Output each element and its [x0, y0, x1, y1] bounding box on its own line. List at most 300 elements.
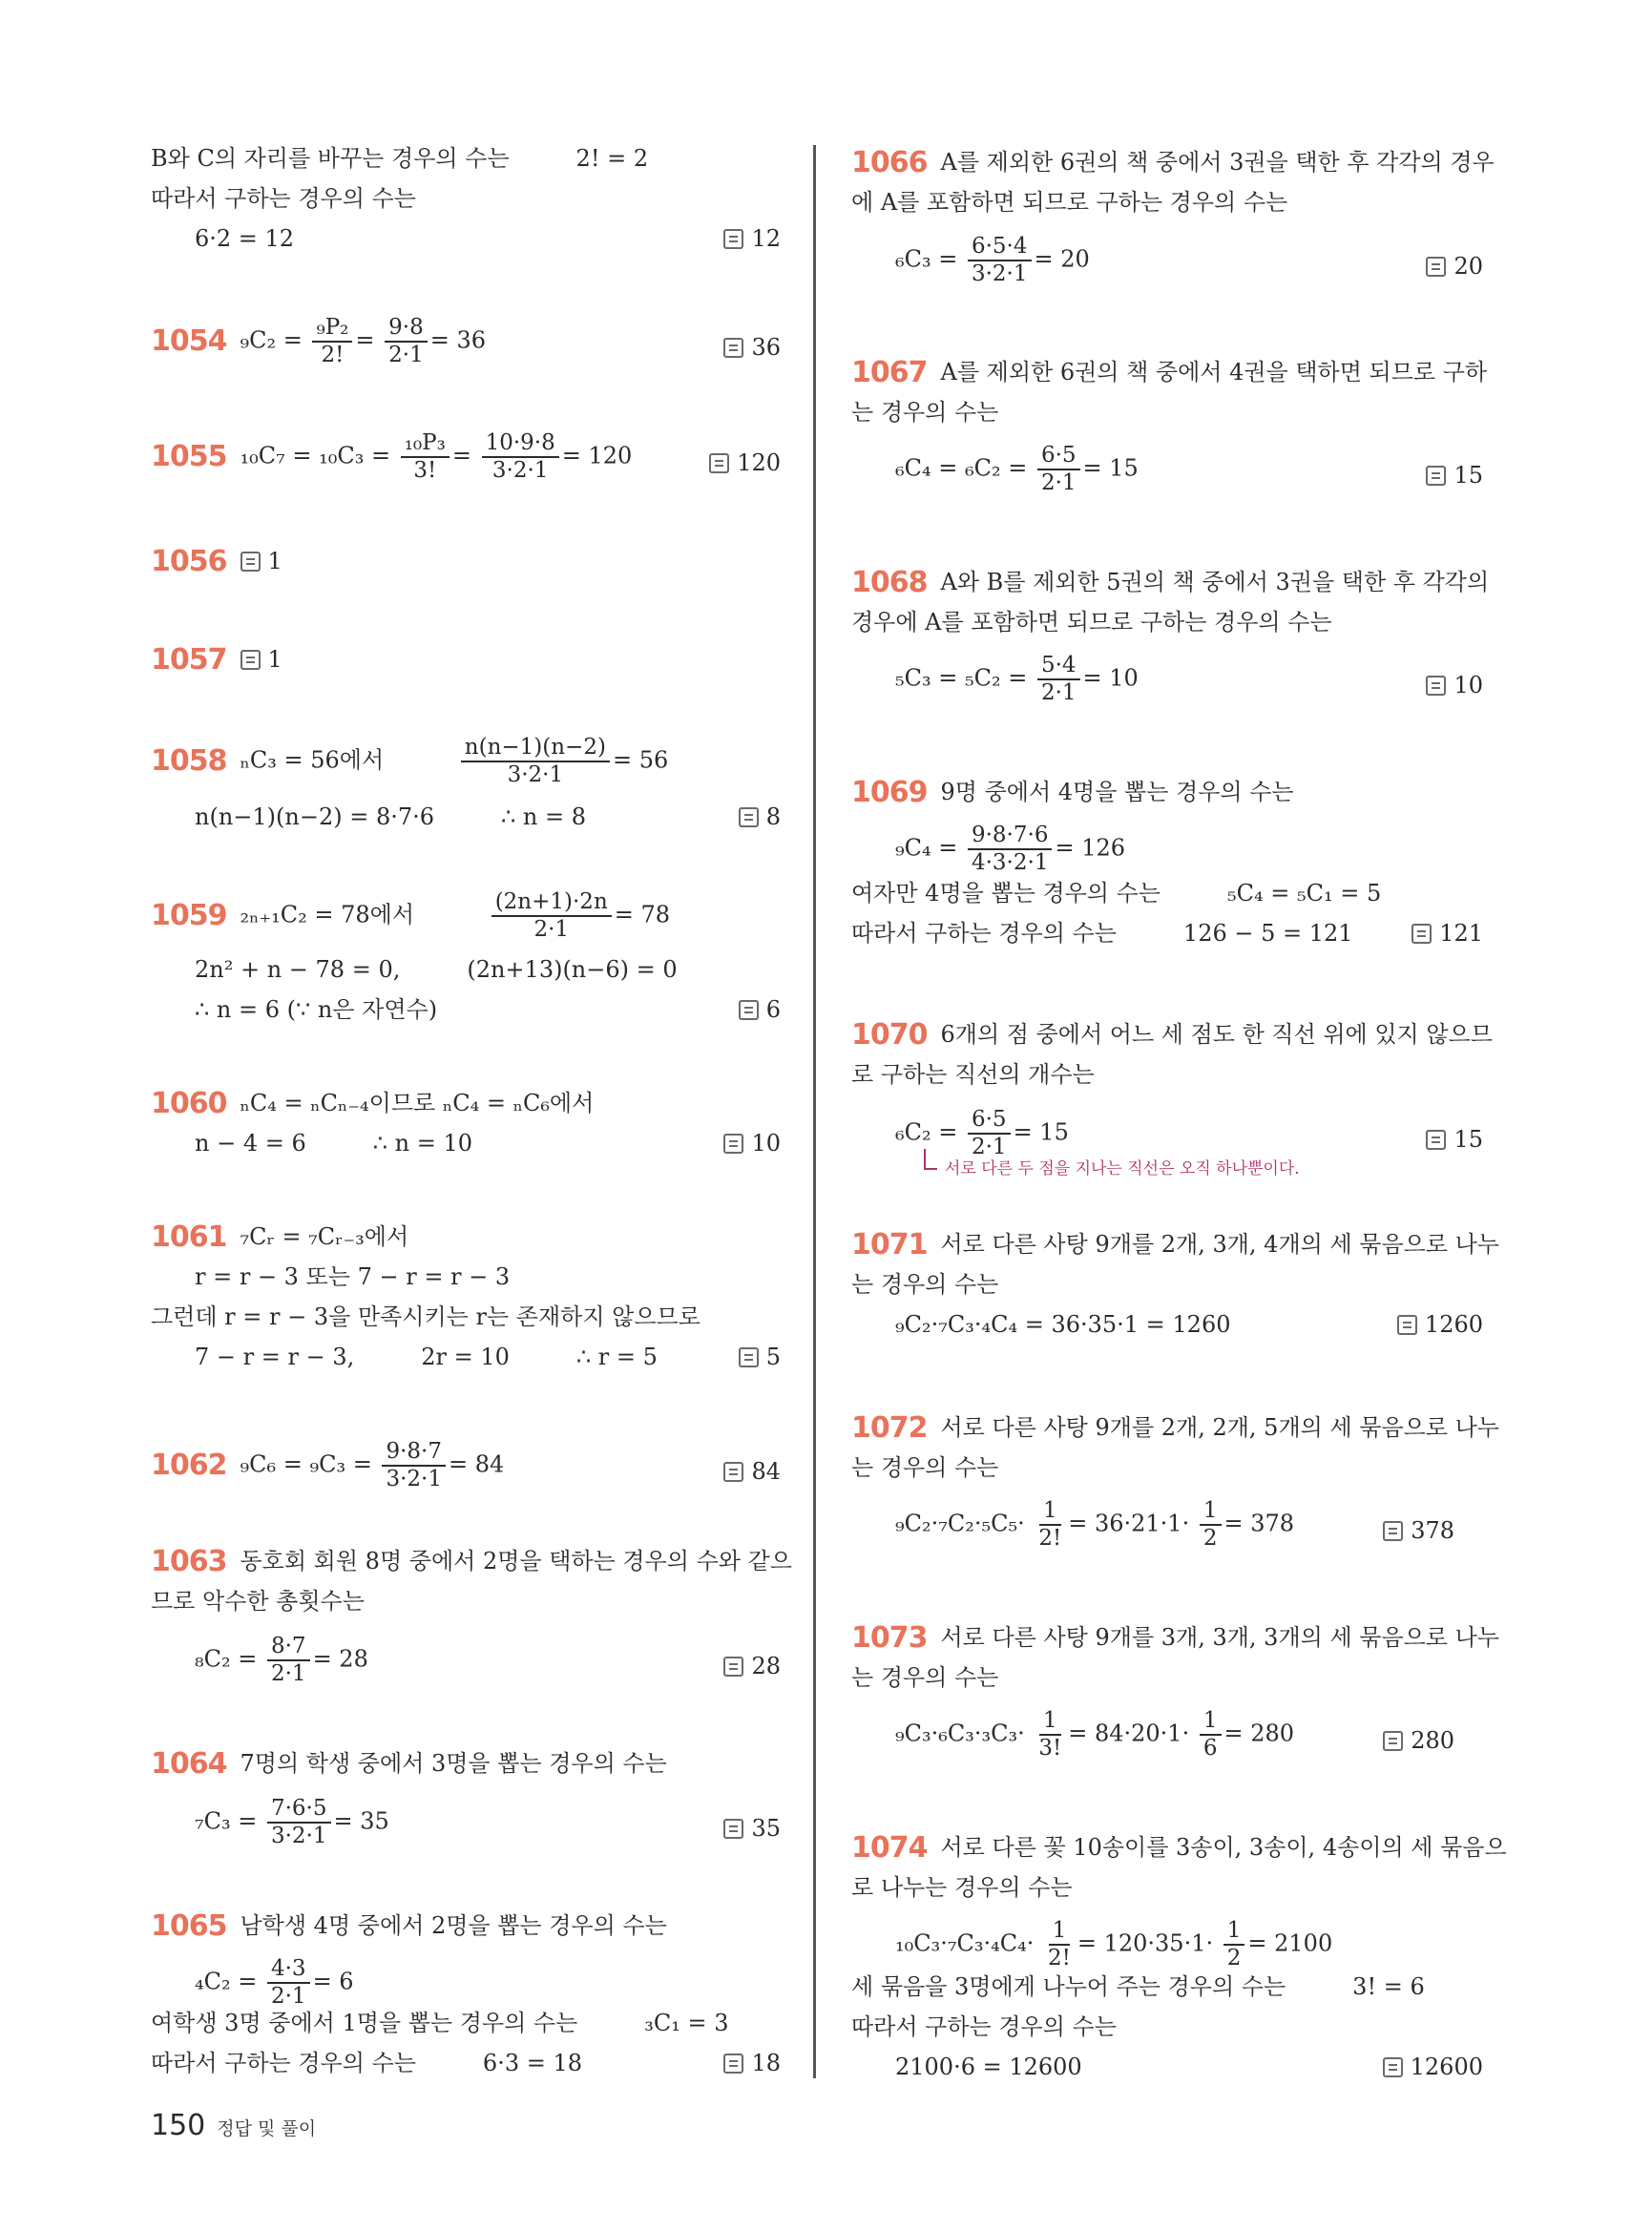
text: 6개의 점 중에서 어느 세 점도 한 직선 위에 있지 않으므 [940, 1021, 1493, 1048]
fraction [1200, 1498, 1222, 1552]
answer-icon [1397, 1315, 1417, 1335]
annotation-note: 서로 다른 두 점을 지나는 직선은 오직 하나뿐이다. [945, 1159, 1300, 1178]
answer [723, 1454, 781, 1489]
problem-1064 [151, 1746, 781, 1782]
math: = 56 [612, 746, 669, 774]
answer [1412, 916, 1483, 950]
math: (2n+13)(n−6) = 0 [467, 956, 678, 983]
answer-icon [1383, 1521, 1403, 1541]
problem-number: 1071 [851, 1228, 928, 1261]
answer [1383, 1513, 1454, 1548]
math: = [355, 326, 375, 354]
text: 로 나누는 경우의 수는 [851, 1874, 1073, 1901]
answer [1426, 458, 1483, 492]
math: n − 4 = 6 [195, 1130, 306, 1157]
problem-number: 1063 [151, 1545, 227, 1578]
answer [1397, 1307, 1483, 1342]
text: 므로 악수한 총횟수는 [151, 1588, 365, 1615]
numerator: 1 [1049, 1918, 1071, 1946]
solution-line [151, 141, 781, 176]
answer [723, 221, 781, 256]
answer-value: 1 [267, 548, 282, 574]
math: ₁₀C₃·₇C₃·₄C₄· [895, 1929, 1035, 1957]
text: 따라서 구하는 경우의 수는 [151, 2050, 416, 2076]
math: = 78 [614, 901, 671, 928]
problem-1071 [851, 1227, 1499, 1262]
fraction [267, 1634, 310, 1687]
fraction [312, 315, 352, 368]
fraction [1037, 443, 1080, 496]
answer [739, 800, 781, 834]
problem-1070 [851, 1017, 1493, 1053]
math: ₉C₄ = [895, 834, 958, 862]
text: 서로 다른 사탕 9개를 3개, 3개, 3개의 세 묶음으로 나누 [940, 1624, 1499, 1651]
answer [709, 446, 781, 480]
text: 서로 다른 사탕 9개를 2개, 3개, 4개의 세 묶음으로 나누 [940, 1231, 1499, 1258]
solution-line [851, 443, 1483, 496]
answer-icon [240, 552, 261, 572]
solution-line [851, 605, 1483, 639]
numerator: 1 [1200, 1498, 1222, 1526]
answer [739, 992, 781, 1027]
problem-1054 [151, 315, 781, 368]
problem-number: 1058 [151, 743, 227, 778]
solution-line [851, 1708, 1483, 1762]
math: ₄C₂ = [195, 1968, 258, 1995]
solution-line [851, 876, 1483, 910]
denominator: 3! [413, 458, 437, 483]
math: 3! = 6 [1352, 1973, 1425, 2000]
text: 그런데 r = r − 3을 만족시키는 r는 존재하지 않으므로 [151, 1303, 701, 1330]
problem-1068 [851, 565, 1490, 600]
answer-icon [1383, 2057, 1403, 2077]
problem-1074 [851, 1830, 1507, 1866]
answer [1383, 1723, 1454, 1758]
denominator: 3·2·1 [971, 261, 1028, 286]
math: 6·3 = 18 [482, 2050, 582, 2076]
solution-line [151, 1634, 781, 1687]
math: ₁₀C₇ = ₁₀C₃ = [240, 442, 391, 469]
solution-line [151, 1956, 781, 2010]
text: 경우에 A를 포함하면 되므로 구하는 경우의 수는 [851, 609, 1332, 636]
answer-icon [723, 1657, 743, 1677]
numerator: 9·8 [385, 315, 428, 343]
solution-line [151, 221, 781, 256]
solution-line [851, 1870, 1483, 1905]
math: = 28 [312, 1645, 368, 1673]
answer-value: 18 [751, 2050, 781, 2076]
page-footer [151, 2109, 316, 2142]
denominator: 2·1 [971, 1135, 1007, 1159]
denominator: 2! [321, 343, 345, 367]
problem-number: 1055 [151, 439, 227, 473]
denominator: 3·2·1 [507, 762, 564, 787]
text: 따라서 구하는 경우의 수는 [151, 185, 416, 212]
solution-line [151, 1340, 781, 1374]
numerator: 1 [1039, 1708, 1061, 1736]
problem-number: 1066 [851, 146, 928, 179]
math: ₉C₃·₆C₃·₃C₃· [895, 1720, 1025, 1747]
denominator: 6 [1202, 1736, 1218, 1761]
text: B와 C의 자리를 바꾸는 경우의 수는 [151, 145, 510, 172]
answer-icon [723, 338, 743, 358]
column-divider [813, 145, 816, 2078]
fraction [1044, 1918, 1075, 1971]
fraction [461, 735, 610, 788]
problem-number: 1062 [151, 1448, 227, 1482]
answer-icon [723, 2054, 743, 2074]
text: 에 A를 포함하면 되므로 구하는 경우의 수는 [851, 189, 1288, 216]
math: ₆C₄ = ₆C₂ = [895, 454, 1028, 482]
text: 는 경우의 수는 [851, 1454, 999, 1481]
problem-number: 1064 [151, 1747, 227, 1781]
fraction [401, 430, 450, 484]
math: = 10 [1082, 664, 1139, 692]
solution-line [851, 1107, 1483, 1160]
text: A를 제외한 6권의 책 중에서 3권을 택한 후 각각의 경우 [940, 149, 1495, 176]
solution-line [851, 2010, 1483, 2044]
math: ∴ n = 8 [501, 803, 587, 830]
solution-line [151, 1126, 781, 1160]
page-label: 정답 및 풀이 [217, 2118, 317, 2139]
math: = 84 [449, 1450, 505, 1478]
numerator: 6·5 [968, 1107, 1011, 1135]
math: ₉C₂·₇C₂·₅C₅· [895, 1510, 1025, 1537]
math: ₆C₃ = [895, 245, 958, 273]
solution-line [851, 1307, 1483, 1342]
answer-value: 20 [1453, 253, 1483, 280]
problem-number: 1073 [851, 1621, 928, 1655]
math: 6·2 = 12 [195, 225, 295, 252]
answer-icon [1426, 676, 1446, 696]
problem-number: 1056 [151, 545, 227, 578]
answer-icon [723, 1134, 743, 1154]
denominator: 2! [1047, 1946, 1071, 1970]
solution-line [851, 653, 1483, 706]
text: 따라서 구하는 경우의 수는 [851, 2013, 1117, 2040]
fraction [1037, 653, 1080, 706]
answer [723, 1649, 781, 1683]
problem-1062 [151, 1439, 781, 1492]
math: ₅C₃ = ₅C₂ = [895, 664, 1028, 692]
answer [1426, 249, 1483, 283]
denominator: 4·3·2·1 [971, 850, 1049, 875]
problem-1067 [851, 355, 1488, 390]
answer [723, 330, 781, 365]
problem-number: 1068 [851, 566, 928, 599]
numerator: (2n+1)·2n [491, 889, 612, 917]
text: 따라서 구하는 경우의 수는 [851, 920, 1117, 947]
answer-value: 35 [751, 1815, 781, 1842]
fraction [968, 234, 1032, 287]
math: = 15 [1082, 454, 1139, 482]
solution-line [851, 395, 1483, 429]
math: = 378 [1223, 1510, 1295, 1537]
math: = 84·20·1· [1068, 1720, 1190, 1747]
denominator: 2·1 [270, 1984, 306, 2009]
denominator: 2·1 [533, 917, 570, 942]
text: 는 경우의 수는 [851, 1271, 999, 1298]
math: = 36·21·1· [1068, 1510, 1190, 1537]
numerator: ₉P₂ [312, 315, 352, 343]
numerator: 9·8·7·6 [968, 823, 1052, 850]
answer-value: 1260 [1424, 1311, 1483, 1338]
text: 7명의 학생 중에서 3명을 뽑는 경우의 수는 [240, 1750, 667, 1777]
solution-line [151, 1300, 781, 1334]
problem-1065 [151, 1908, 781, 1944]
problem-1057 [151, 642, 781, 678]
solution-line [151, 2006, 781, 2040]
text: 서로 다른 꽃 10송이를 3송이, 3송이, 4송이의 세 묶음으 [940, 1834, 1507, 1861]
numerator: 9·8·7 [382, 1439, 446, 1467]
answer-value: 28 [751, 1653, 781, 1679]
text: 남학생 4명 중에서 2명을 뽑는 경우의 수는 [240, 1912, 667, 1939]
problem-1056 [151, 544, 781, 579]
numerator: n(n−1)(n−2) [461, 735, 610, 762]
text: 는 경우의 수는 [851, 399, 999, 426]
math: 7 − r = r − 3, [195, 1344, 355, 1370]
right-column [851, 0, 1507, 2231]
answer-value: 1 [267, 646, 282, 673]
answer-icon [1426, 466, 1446, 486]
answer-icon [1412, 924, 1432, 944]
answer [723, 1126, 781, 1160]
answer-value: 378 [1411, 1517, 1454, 1544]
denominator: 3·2·1 [386, 1467, 442, 1491]
math: ∴ n = 10 [372, 1130, 472, 1157]
answer-value: 280 [1411, 1727, 1454, 1754]
denominator: 3·2·1 [491, 458, 549, 483]
math: ∴ n = 6 (∵ n은 자연수) [195, 996, 438, 1023]
solution-line [851, 1450, 1483, 1485]
solution-line [851, 1660, 1483, 1695]
solution-line [151, 800, 781, 834]
problem-1055 [151, 430, 781, 484]
math: = [451, 442, 471, 469]
numerator: 6·5·4 [968, 234, 1032, 261]
numerator: 8·7 [267, 1634, 310, 1661]
math: = 2100 [1247, 1929, 1333, 1957]
math: n(n−1)(n−2) = 8·7·6 [195, 803, 435, 830]
text: 는 경우의 수는 [851, 1664, 999, 1691]
problem-number: 1054 [151, 323, 227, 358]
math: = 15 [1013, 1118, 1069, 1146]
answer-value: 121 [1439, 920, 1483, 947]
answer [1426, 668, 1483, 702]
solution-line [151, 181, 781, 216]
math: = 20 [1034, 245, 1090, 273]
answer-icon [1426, 1130, 1446, 1150]
text: A와 B를 제외한 5권의 책 중에서 3권을 택한 후 각각의 [940, 569, 1490, 595]
numerator: 1 [1039, 1498, 1061, 1526]
text: A를 제외한 6권의 책 중에서 4권을 택하면 되므로 구하 [940, 359, 1488, 386]
solution-line [151, 1584, 781, 1618]
problem-number: 1059 [151, 898, 227, 932]
solution-line [851, 1918, 1483, 1971]
answer-icon [739, 807, 759, 827]
denominator: 2! [1038, 1526, 1062, 1551]
math: 126 − 5 = 121 [1182, 920, 1353, 947]
text: 세 묶음을 3명에게 나누어 주는 경우의 수는 [851, 1973, 1286, 2000]
text: 여자만 4명을 뽑는 경우의 수는 [851, 880, 1161, 907]
numerator: 1 [1223, 1918, 1245, 1946]
fraction [968, 1107, 1011, 1160]
answer-value: 120 [737, 449, 781, 476]
fraction [385, 315, 428, 368]
problem-1063 [151, 1544, 792, 1579]
math: ₉C₆ = ₉C₃ = [240, 1450, 372, 1478]
answer-value: 12 [751, 225, 781, 252]
problem-1060 [151, 1086, 781, 1121]
solution-line [851, 1970, 1483, 2004]
text: 여학생 3명 중에서 1명을 뽑는 경우의 수는 [151, 2010, 578, 2036]
math: ₂ₙ₊₁C₂ = 78에서 [240, 901, 415, 928]
text: 서로 다른 사탕 9개를 2개, 2개, 5개의 세 묶음으로 나누 [940, 1414, 1499, 1441]
text: 9명 중에서 4명을 뽑는 경우의 수는 [940, 779, 1294, 805]
problem-1061 [151, 1220, 781, 1255]
math: = 6 [312, 1968, 354, 1995]
problem-1058 [151, 735, 781, 788]
answer [1383, 2050, 1483, 2084]
problem-number: 1069 [851, 776, 928, 809]
problem-1059 [151, 889, 781, 943]
solution-line [151, 1260, 781, 1294]
math: 2100·6 = 12600 [895, 2054, 1082, 2080]
problem-1069 [851, 775, 1483, 810]
page-number: 150 [151, 2109, 206, 2142]
fraction [968, 823, 1052, 876]
fraction [1035, 1708, 1065, 1762]
math: 2! = 2 [575, 145, 649, 172]
numerator: 6·5 [1037, 443, 1080, 470]
math: ₆C₂ = [895, 1118, 958, 1146]
answer-value: 10 [1453, 672, 1483, 698]
numerator: 4·3 [267, 1956, 310, 1984]
answer-value: 84 [751, 1458, 781, 1485]
answer-value: 12600 [1410, 2054, 1483, 2080]
math: 2n² + n − 78 = 0, [195, 956, 401, 983]
solution-line [151, 952, 781, 987]
denominator: 3·2·1 [270, 1824, 327, 1848]
math: ₅C₄ = ₅C₁ = 5 [1227, 880, 1382, 907]
numerator: 10·9·8 [482, 430, 559, 458]
answer-icon [739, 1000, 759, 1020]
math: ₙC₄ = ₙCₙ₋₄이므로 ₙC₄ = ₙC₆에서 [240, 1090, 595, 1116]
solution-line [151, 2046, 781, 2080]
denominator: 2 [1202, 1526, 1218, 1551]
numerator: ₁₀P₃ [401, 430, 450, 458]
answer-value: 15 [1453, 1126, 1483, 1153]
math: ₉C₂·₇C₃·₄C₄ = 36·35·1 = 1260 [895, 1311, 1231, 1338]
math: ₉C₂ = [240, 326, 303, 354]
math: r = r − 3 또는 7 − r = r − 3 [195, 1263, 511, 1290]
problem-1066 [851, 145, 1495, 180]
answer-icon [240, 650, 261, 670]
math: ₃C₁ = 3 [644, 2010, 729, 2036]
numerator: 1 [1200, 1708, 1222, 1736]
solution-line [851, 823, 1483, 876]
math: ∴ r = 5 [575, 1344, 658, 1370]
text: 로 구하는 직선의 개수는 [851, 1061, 1095, 1088]
fraction [382, 1439, 446, 1492]
solution-line [851, 185, 1483, 219]
problem-number: 1072 [851, 1411, 928, 1445]
math: = 126 [1055, 834, 1125, 862]
solution-line [851, 1267, 1483, 1302]
problem-number: 1067 [851, 356, 928, 389]
math: ₙC₃ = 56에서 [240, 746, 385, 774]
left-column [151, 0, 792, 2231]
math: ₇C₃ = [195, 1807, 258, 1835]
fraction [267, 1956, 310, 2010]
solution-line [151, 1796, 781, 1849]
answer-icon [1426, 257, 1446, 277]
answer-value: 6 [765, 996, 781, 1023]
answer-icon [739, 1347, 759, 1367]
problem-1073 [851, 1620, 1499, 1656]
denominator: 3! [1038, 1736, 1062, 1761]
denominator: 2 [1226, 1946, 1242, 1970]
denominator: 2·1 [270, 1661, 306, 1686]
problem-number: 1065 [151, 1909, 227, 1943]
math: = 35 [333, 1807, 389, 1835]
answer [1426, 1122, 1483, 1157]
problem-number: 1060 [151, 1087, 227, 1120]
fraction [1200, 1708, 1222, 1762]
solution-line [851, 1498, 1483, 1552]
math: 2r = 10 [421, 1344, 510, 1370]
solution-line [851, 2050, 1483, 2084]
solution-line [851, 916, 1483, 950]
problem-number: 1061 [151, 1220, 227, 1254]
numerator: 5·4 [1037, 653, 1080, 680]
math: ₈C₂ = [195, 1645, 258, 1673]
problem-number: 1070 [851, 1018, 928, 1052]
solution-line [851, 1057, 1483, 1092]
math: = 120·35·1· [1077, 1929, 1214, 1957]
fraction [1223, 1918, 1245, 1971]
annotation-bracket [924, 1149, 937, 1170]
answer [723, 1811, 781, 1845]
answer-value: 10 [751, 1130, 781, 1157]
answer [739, 1340, 781, 1374]
answer-value: 15 [1453, 462, 1483, 489]
denominator: 2·1 [1040, 680, 1077, 705]
denominator: 2·1 [388, 343, 424, 367]
problem-number: 1057 [151, 643, 227, 677]
problem-1072 [851, 1410, 1499, 1446]
answer-icon [723, 1819, 743, 1839]
fraction [1035, 1498, 1065, 1552]
answer-icon [1383, 1731, 1403, 1751]
answer [723, 2046, 781, 2080]
math: = 36 [429, 326, 487, 354]
denominator: 2·1 [1040, 470, 1077, 495]
math: = 280 [1223, 1720, 1295, 1747]
fraction [491, 889, 612, 943]
fraction [267, 1796, 331, 1849]
problem-number: 1074 [851, 1831, 928, 1865]
answer-icon [723, 1462, 743, 1482]
solution-line [851, 234, 1483, 287]
fraction [482, 430, 559, 484]
answer-value: 8 [765, 803, 781, 830]
answer-icon [709, 453, 729, 473]
math: ₇Cᵣ = ₇Cᵣ₋₃에서 [240, 1223, 409, 1250]
math: = 120 [561, 442, 633, 469]
solution-line [151, 992, 781, 1027]
text: 동호회 회원 8명 중에서 2명을 택하는 경우의 수와 같으 [240, 1548, 792, 1574]
